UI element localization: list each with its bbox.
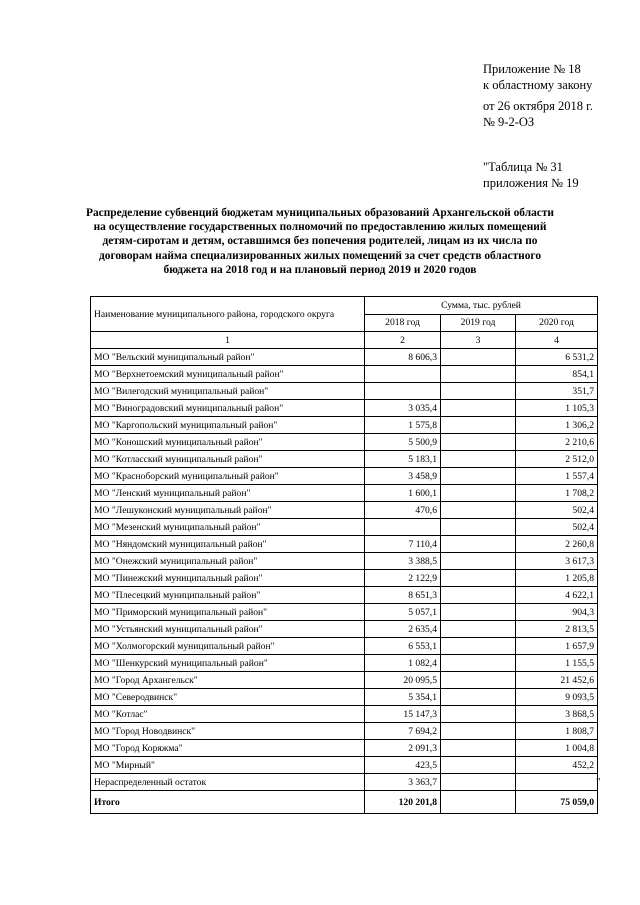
value-2018: 2 635,4	[365, 621, 441, 638]
value-2020: 2 260,8	[516, 536, 598, 553]
municipality-name: МО "Северодвинск"	[91, 689, 365, 706]
column-number-2: 2	[365, 332, 441, 349]
value-2020: 904,3	[516, 604, 598, 621]
value-2020: 502,4	[516, 502, 598, 519]
total-label: Итого	[91, 791, 365, 814]
subvention-table	[90, 296, 598, 814]
value-2020: 2 210,6	[516, 434, 598, 451]
value-2018: 3 035,4	[365, 400, 441, 417]
municipality-name: МО "Каргопольский муниципальный район"	[91, 417, 365, 434]
table-row	[91, 366, 598, 383]
value-2019	[441, 485, 516, 502]
value-2020: 1 205,8	[516, 570, 598, 587]
table-row	[91, 519, 598, 536]
value-2019	[441, 587, 516, 604]
column-number-4: 4	[516, 332, 598, 349]
table-reference-appendix: приложения № 19	[483, 176, 579, 190]
value-2018	[365, 383, 441, 400]
municipality-name: МО "Вельский муниципальный район"	[91, 349, 365, 366]
table-row	[91, 604, 598, 621]
value-2019	[441, 417, 516, 434]
value-2019	[441, 400, 516, 417]
municipality-name: МО "Город Архангельск"	[91, 672, 365, 689]
value-2019	[441, 672, 516, 689]
value-2019	[441, 774, 516, 791]
value-2018: 8 606,3	[365, 349, 441, 366]
value-2019	[441, 502, 516, 519]
municipality-name: МО "Вилегодский муниципальный район"	[91, 383, 365, 400]
value-2019	[441, 434, 516, 451]
total-2020: 75 059,0	[516, 791, 598, 814]
value-2019	[441, 638, 516, 655]
table-row	[91, 417, 598, 434]
value-2018: 5 500,9	[365, 434, 441, 451]
value-2018: 5 183,1	[365, 451, 441, 468]
table-row	[91, 655, 598, 672]
value-2019	[441, 757, 516, 774]
value-2020: 1 557,4	[516, 468, 598, 485]
value-2020: 452,2	[516, 757, 598, 774]
value-2020: 9 093,5	[516, 689, 598, 706]
table-row	[91, 672, 598, 689]
value-2018: 15 147,3	[365, 706, 441, 723]
table-row	[91, 451, 598, 468]
value-2020: 1 657,9	[516, 638, 598, 655]
value-2018: 2 091,3	[365, 740, 441, 757]
value-2018	[365, 519, 441, 536]
appendix-number: Приложение № 18	[483, 62, 581, 76]
value-2018: 5 354,1	[365, 689, 441, 706]
table-row	[91, 400, 598, 417]
municipality-name: МО "Коношский муниципальный район"	[91, 434, 365, 451]
table-row	[91, 383, 598, 400]
value-2020: 3 617,3	[516, 553, 598, 570]
table-row	[91, 774, 598, 791]
municipality-name: МО "Город Коряжма"	[91, 740, 365, 757]
column-header-sum: Сумма, тыс. рублей	[365, 297, 598, 315]
value-2020: 3 868,5	[516, 706, 598, 723]
value-2018: 3 363,7	[365, 774, 441, 791]
table-row	[91, 502, 598, 519]
table-row	[91, 621, 598, 638]
value-2020: 6 531,2	[516, 349, 598, 366]
table-row	[91, 757, 598, 774]
law-number: № 9-2-ОЗ	[483, 115, 535, 129]
value-2019	[441, 349, 516, 366]
table-row	[91, 723, 598, 740]
column-number-3: 3	[441, 332, 516, 349]
value-2019	[441, 451, 516, 468]
municipality-name: МО "Мирный"	[91, 757, 365, 774]
value-2018: 7 110,4	[365, 536, 441, 553]
table-row	[91, 587, 598, 604]
value-2018: 1 082,4	[365, 655, 441, 672]
value-2018: 6 553,1	[365, 638, 441, 655]
law-date: от 26 октября 2018 г.	[483, 99, 593, 113]
value-2018: 8 651,3	[365, 587, 441, 604]
value-2018: 3 388,5	[365, 553, 441, 570]
value-2018	[365, 366, 441, 383]
value-2019	[441, 689, 516, 706]
municipality-name: МО "Приморский муниципальный район"	[91, 604, 365, 621]
column-header-municipality: Наименование муниципального района, городского округа	[91, 297, 365, 332]
value-2018: 470,6	[365, 502, 441, 519]
document-title: Распределение субвенций бюджетам муниципальных образований Архангельской области на осуществление государственных полномочий по предоставлению жилых помещений детям-сиротам и детям, оставшимся без попечения родителей, лицам из их числа по договорам найма специализированных жилых помещений за счет средств областного бюджета на 2018 год и на плановый период 2019 и 2020 годов	[85, 207, 554, 276]
column-header-2020: 2020 год	[516, 314, 598, 332]
table-row	[91, 570, 598, 587]
table-row	[91, 485, 598, 502]
value-2020: 1 105,3	[516, 400, 598, 417]
value-2019	[441, 553, 516, 570]
table-row	[91, 706, 598, 723]
value-2020	[516, 774, 598, 791]
appendix-law-ref: к областному закону	[483, 78, 593, 92]
table-row	[91, 536, 598, 553]
table-row	[91, 689, 598, 706]
value-2019	[441, 570, 516, 587]
value-2018: 5 057,1	[365, 604, 441, 621]
value-2019	[441, 723, 516, 740]
table-reference: "Таблица № 31	[483, 160, 563, 174]
total-row	[91, 791, 598, 814]
municipality-name: МО "Красноборский муниципальный район"	[91, 468, 365, 485]
municipality-name: МО "Няндомский муниципальный район"	[91, 536, 365, 553]
municipality-name: МО "Пинежский муниципальный район"	[91, 570, 365, 587]
value-2019	[441, 536, 516, 553]
value-2019	[441, 655, 516, 672]
value-2019	[441, 604, 516, 621]
table-row	[91, 553, 598, 570]
value-2020: 1 155,5	[516, 655, 598, 672]
column-header-2018: 2018 год	[365, 314, 441, 332]
value-2020: 1 708,2	[516, 485, 598, 502]
value-2018: 423,5	[365, 757, 441, 774]
value-2020: 854,1	[516, 366, 598, 383]
municipality-name: Нераспределенный остаток	[91, 774, 365, 791]
municipality-name: МО "Верхнетоемский муниципальный район"	[91, 366, 365, 383]
total-2018: 120 201,8	[365, 791, 441, 814]
value-2018: 1 575,8	[365, 417, 441, 434]
value-2020: 21 452,6	[516, 672, 598, 689]
value-2019	[441, 706, 516, 723]
total-2019	[441, 791, 516, 814]
value-2019	[441, 366, 516, 383]
municipality-name: МО "Лешуконский муниципальный район"	[91, 502, 365, 519]
value-2020: 1 004,8	[516, 740, 598, 757]
value-2018: 1 600,1	[365, 485, 441, 502]
municipality-name: МО "Холмогорский муниципальный район"	[91, 638, 365, 655]
value-2020: 502,4	[516, 519, 598, 536]
municipality-name: МО "Виноградовский муниципальный район"	[91, 400, 365, 417]
table-row	[91, 638, 598, 655]
table-row	[91, 468, 598, 485]
municipality-name: МО "Ленский муниципальный район"	[91, 485, 365, 502]
closing-quote: "	[596, 776, 601, 788]
value-2018: 20 095,5	[365, 672, 441, 689]
value-2019	[441, 383, 516, 400]
value-2018: 7 694,2	[365, 723, 441, 740]
value-2019	[441, 519, 516, 536]
value-2018: 2 122,9	[365, 570, 441, 587]
municipality-name: МО "Онежский муниципальный район"	[91, 553, 365, 570]
table-row	[91, 434, 598, 451]
value-2020: 1 808,7	[516, 723, 598, 740]
municipality-name: МО "Мезенский муниципальный район"	[91, 519, 365, 536]
value-2020: 4 622,1	[516, 587, 598, 604]
column-header-2019: 2019 год	[441, 314, 516, 332]
value-2018: 3 458,9	[365, 468, 441, 485]
value-2020: 1 306,2	[516, 417, 598, 434]
value-2019	[441, 468, 516, 485]
table-row	[91, 349, 598, 366]
column-number-1: 1	[91, 332, 365, 349]
table-row	[91, 740, 598, 757]
municipality-name: МО "Котласский муниципальный район"	[91, 451, 365, 468]
municipality-name: МО "Город Новодвинск"	[91, 723, 365, 740]
municipality-name: МО "Плесецкий муниципальный район"	[91, 587, 365, 604]
value-2020: 351,7	[516, 383, 598, 400]
value-2020: 2 512,0	[516, 451, 598, 468]
municipality-name: МО "Устьянский муниципальный район"	[91, 621, 365, 638]
municipality-name: МО "Котлас"	[91, 706, 365, 723]
municipality-name: МО "Шенкурский муниципальный район"	[91, 655, 365, 672]
value-2019	[441, 621, 516, 638]
value-2019	[441, 740, 516, 757]
value-2020: 2 813,5	[516, 621, 598, 638]
